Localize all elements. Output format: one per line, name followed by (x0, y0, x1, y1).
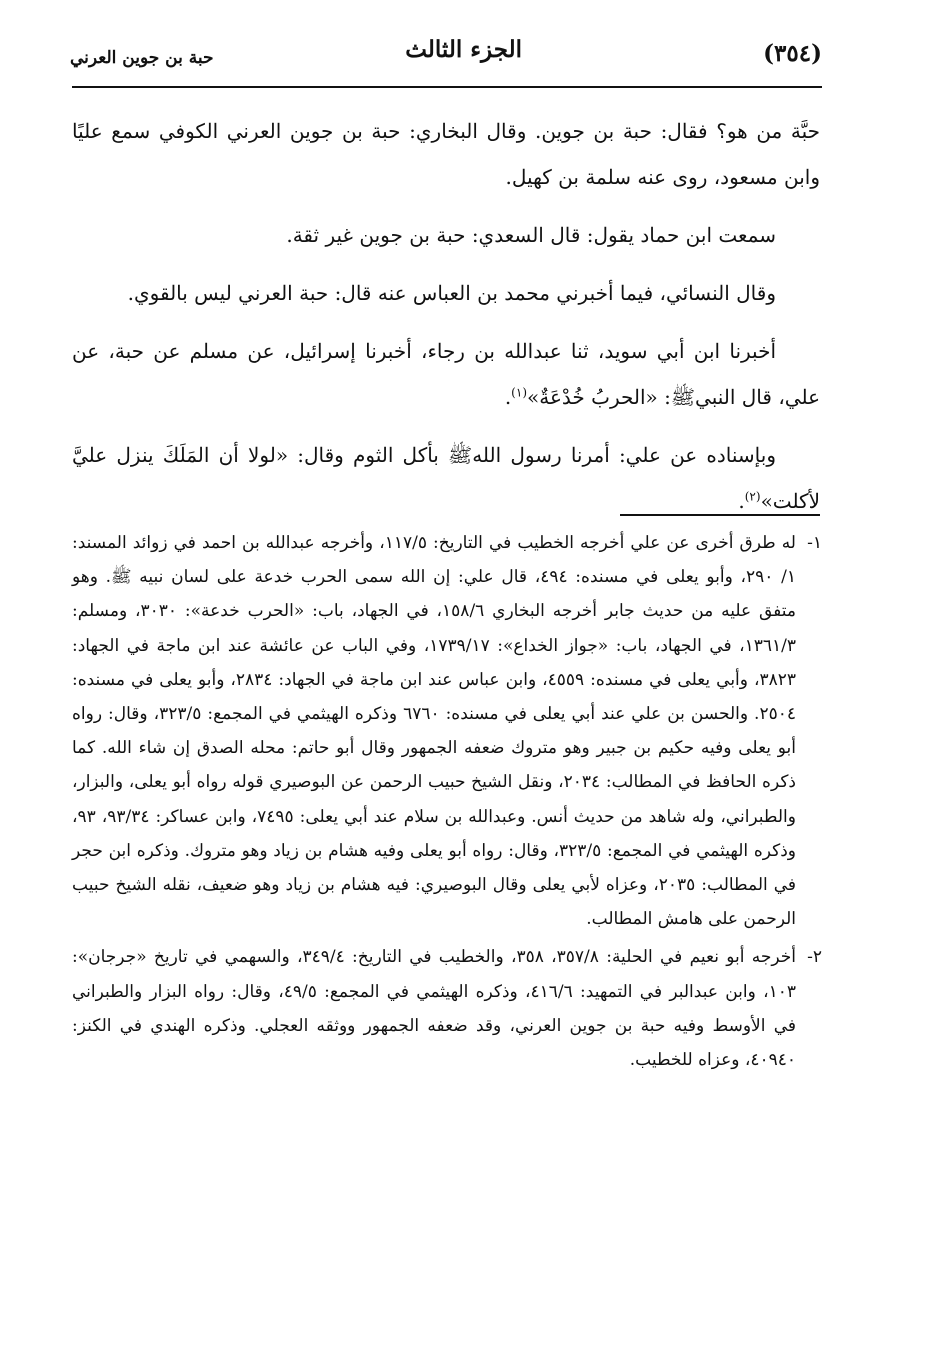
paragraph (72, 212, 820, 258)
entry-name: حبة بن جوين العرني (70, 48, 214, 68)
page-header (70, 34, 822, 82)
paragraph: أخبرنا ابن أبي سويد، ثنا عبدالله بن رجاء، أخبرنا إسرائيل، عن مسلم عن حبة، عن علي، قال النبيﷺ: «الحربُ خُدْعَةٌ»$^{(١)}$. (72, 339, 820, 409)
paragraph-text: سمعت ابن حماد يقول: قال السعدي: حبة بن جوين غير ثقة. (286, 223, 776, 247)
paragraph-text: وقال النسائي، فيما أخبرني محمد بن العباس عنه قال: حبة العرني ليس بالقوي. (127, 281, 776, 305)
paragraph (72, 108, 820, 200)
paragraph-text: حبَّة من هو؟ فقال: حبة بن جوين. وقال البخاري: حبة بن جوين العرني الكوفي سمع عليًا وابن مسعود، روى عنه سلمة بن كهيل. (72, 119, 820, 189)
paragraph (72, 270, 820, 316)
footnotes (72, 526, 822, 1081)
paragraph-text: أخبرنا ابن أبي سويد، ثنا عبدالله بن رجاء، أخبرنا إسرائيل، عن مسلم عن حبة، عن علي، قال النبيﷺ: «الحربُ خُدْعَةٌ» (72, 339, 820, 409)
footnote-mark: (٢) (744, 489, 761, 504)
volume-title: الجزء الثالث (405, 36, 522, 63)
footnote-2 (72, 940, 822, 1077)
footnote-separator (620, 514, 820, 516)
header-rule (72, 86, 822, 88)
page-number: (٣٥٤) (763, 40, 822, 67)
footnote-mark: (١) (511, 385, 527, 400)
footnote-number: ٢- (807, 947, 822, 968)
footnote-text: أخرجه أبو نعيم في الحلية: ٣٥٧/٨، ٣٥٨، والخطيب في التاريخ: ٣٤٩/٤، والسهمي في تاريخ «جرجان»: ١٠٣، وابن عبدالبر في التمهيد: ٤١٦/٦، وذكره الهيثمي في المجمع: ٤٩/٥، وقال: رواه البزار والطبراني في الأوسط وفيه حبة بن جوين العرني، وقد ضعفه الجمهور ووثقه العجلي. وذكره الهندي في الكنز: ٤٠٩٤٠، وعزاه للخطيب. (72, 947, 797, 1071)
footnote-1 (72, 526, 822, 936)
main-text (72, 108, 820, 536)
paragraph-text: وبإسناده عن علي: أمرنا رسول اللهﷺ بأكل الثوم وقال: «لولا أن المَلَكَ ينزل عليَّ لأكلت» (72, 443, 820, 513)
footnote-number: ١- (807, 533, 822, 553)
footnote-text: له طرق أخرى عن علي أخرجه الخطيب في التاريخ: ١١٧/٥، وأخرجه عبدالله بن احمد في زوائد المسند: ١/ ٢٩٠، وأبو يعلى في مسنده: ٤٩٤، قال علي: إن الله سمى الحرب خدعة على لسان نبيه ﷺ. وهو متفق عليه من حديث جابر أخرجه البخاري ١٥٨/٦، في الجهاد، باب: «الحرب خدعة»: ٣٠٣٠، ومسلم: ١٣٦١/٣، في الجهاد، باب: «جواز الخداع»: ١٧٣٩/١٧، وفي الباب عن عائشة عند ابن ماجة في الجهاد: ٣٨٢٣، وأبي يعلى في مسنده: ٤٥٥٩، وابن عباس عند ابن ماجة في الجهاد: ٢٨٣٤، وأبو يعلى في مسنده: ٢٥٠٤. والحسن بن علي عند أبي يعلى في مسنده: ٦٧٦٠ وذكره الهيثمي في المجمع: ٣٢٣/٥، وقال: رواه أبو يعلى وفيه حكيم بن جبير وهو متروك ضعفه الجمهور وقال أبو حاتم: محله الصدق إن شاء الله. كما ذكره الحافظ في المطالب: ٢٠٣٤، ونقل الشيخ حبيب الرحمن عن البوصيري قوله رواه أبو يعلى، والبزار، والطبراني، وله شاهد من حديث أنس. وعبدالله بن سلام عند أبي يعلى: ٧٤٩٥، وابن عساكر: ٩٣/٣٤، ٩٣، وذكره الهيثمي في المجمع: ٣٢٣/٥، وقال: رواه أبو يعلى وفيه هشام بن زياد وهو متروك. وذكره ابن حجر في المطالب: ٢٠٣٥، وعزاه لأبي يعلى وقال البوصيري: فيه هشام بن زياد وهو ضعيف، نقله الشيخ حبيب الرحمن على هامش المطالب. (72, 533, 797, 930)
paragraph: وبإسناده عن علي: أمرنا رسول اللهﷺ بأكل الثوم وقال: «لولا أن المَلَكَ ينزل عليَّ لأكلت»$^{(٢)}$. (72, 443, 820, 513)
